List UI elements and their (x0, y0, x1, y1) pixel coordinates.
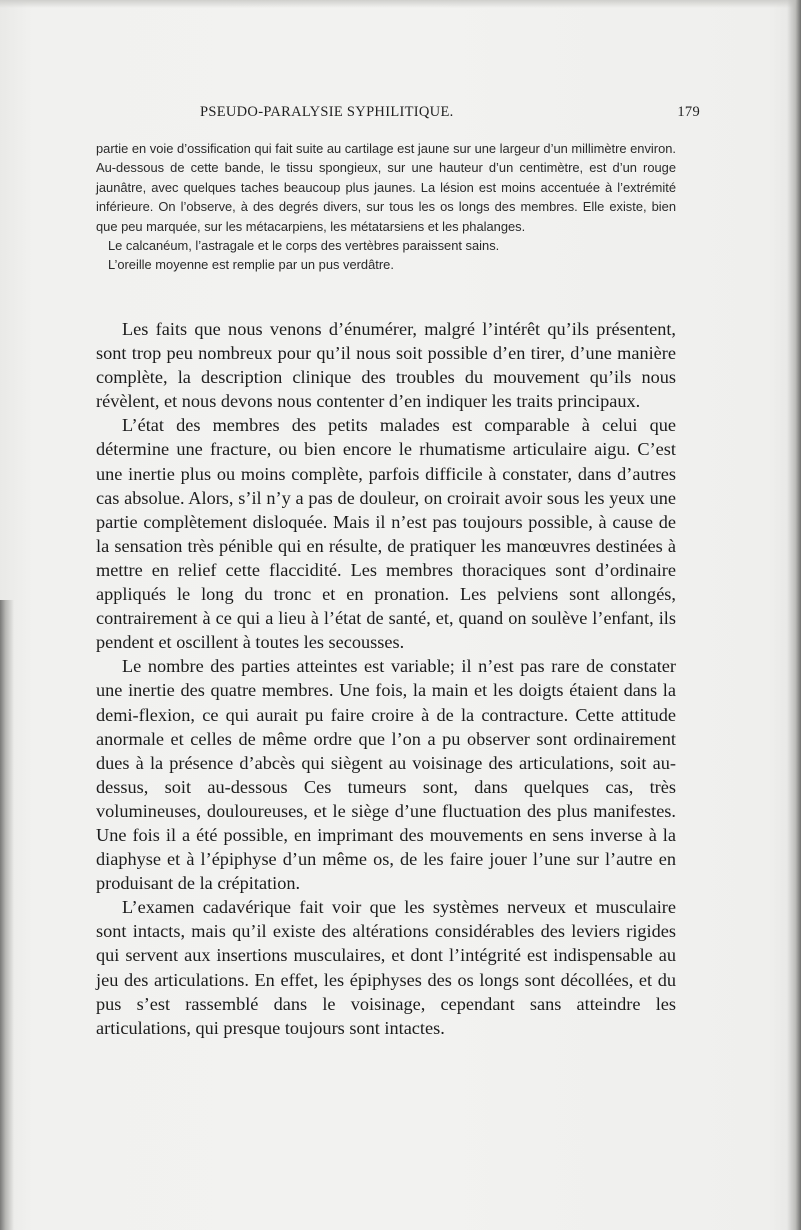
running-title: PSEUDO-PARALYSIE SYPHILITIQUE. (200, 104, 454, 120)
observation-notes (96, 139, 676, 275)
page-header (200, 104, 700, 124)
page-top-shadow (0, 0, 801, 8)
small-paragraph: L’oreille moyenne est remplie par un pus verdâtre. (108, 257, 394, 273)
body-paragraph: Le nombre des parties atteintes est variable; il n’est pas rare de constater une inertie des quatre membres. Une fois, la main et les doigts étaient dans la demi-flexion, ce qui aurait pu faire croire à de la contracture. Cette attitude anormale et celles de même ordre que l’on a pu observer sont ordinairement dues à la présence d’abcès qui siègent au voisinage des articulations, soit au-dessus, soit au-dessous Ces tumeurs sont, dans quelques cas, très volumineuses, douloureuses, et le siège d’une fluctuation des plus manifestes. Une fois il a été possible, en imprimant des mouvements en sens inverse à la diaphyse et à l’épiphyse d’un même os, de les faire jouer l’une sur l’autre en produisant de la crépitation. (96, 656, 676, 894)
body-paragraph: L’examen cadavérique fait voir que les systèmes nerveux et musculaire sont intacts, mais qu’il existe des altérations considérables des leviers rigides qui servent aux insertions musculaires, et dont l’intégrité est indispensable au jeu des articulations. En effet, les épiphyses des os longs sont décollées, et du pus s’est rassemblé dans le voisinage, cependant sans atteindre les articulations, qui presque toujours sont intactes. (96, 897, 676, 1038)
page-left-edge-shadow (0, 600, 14, 1230)
main-text (96, 317, 676, 1040)
body-paragraph: Les faits que nous venons d’énumérer, malgré l’intérêt qu’ils présentent, sont trop peu nombreux pour qu’il nous soit possible d’en tirer, d’une manière complète, la description clinique des troubles du mouvement qu’ils nous révèlent, et nous devons nous contenter d’en indiquer les traits principaux. (96, 319, 676, 412)
body-paragraph: L’état des membres des petits malades est comparable à celui que détermine une fracture, ou bien encore le rhumatisme articulaire aigu. C’est une inertie plus ou moins complète, parfois difficile à constater, dans d’autres cas absolue. Alors, s’il n’y a pas de douleur, on croirait avoir sous les yeux une partie complètement disloquée. Mais il n’est pas toujours possible, à cause de la sensation très pénible qui en résulte, de pratiquer les manœuvres destinées à mettre en relief cette flaccidité. Les membres thoraciques sont d’ordinaire appliqués le long du tronc et en pronation. Les pelviens sont allongés, contrairement à ce qui a lieu à l’état de santé, et, quand on soulève l’enfant, ils pendent et oscillent à toutes les secousses. (96, 415, 676, 653)
page-number: 179 (677, 104, 700, 120)
small-paragraph: Le calcanéum, l’astragale et le corps des vertèbres paraissent sains. (108, 238, 500, 254)
page-right-edge-shadow (787, 0, 801, 1230)
small-paragraph: partie en voie d’ossification qui fait suite au cartilage est jaune sur une largeur d’un millimètre environ. Au-dessous de cette bande, le tissu spongieux, sur une hauteur d’un centimètre, est d’un rouge jaunâtre, avec quelques taches beaucoup plus jaunes. La lésion est moins accentuée à l’extrémité inférieure. On l’observe, à des degrés divers, sur tous les os longs des membres. Elle existe, bien que peu marquée, sur les métacarpiens, les métatarsiens et les phalanges. (96, 141, 676, 234)
